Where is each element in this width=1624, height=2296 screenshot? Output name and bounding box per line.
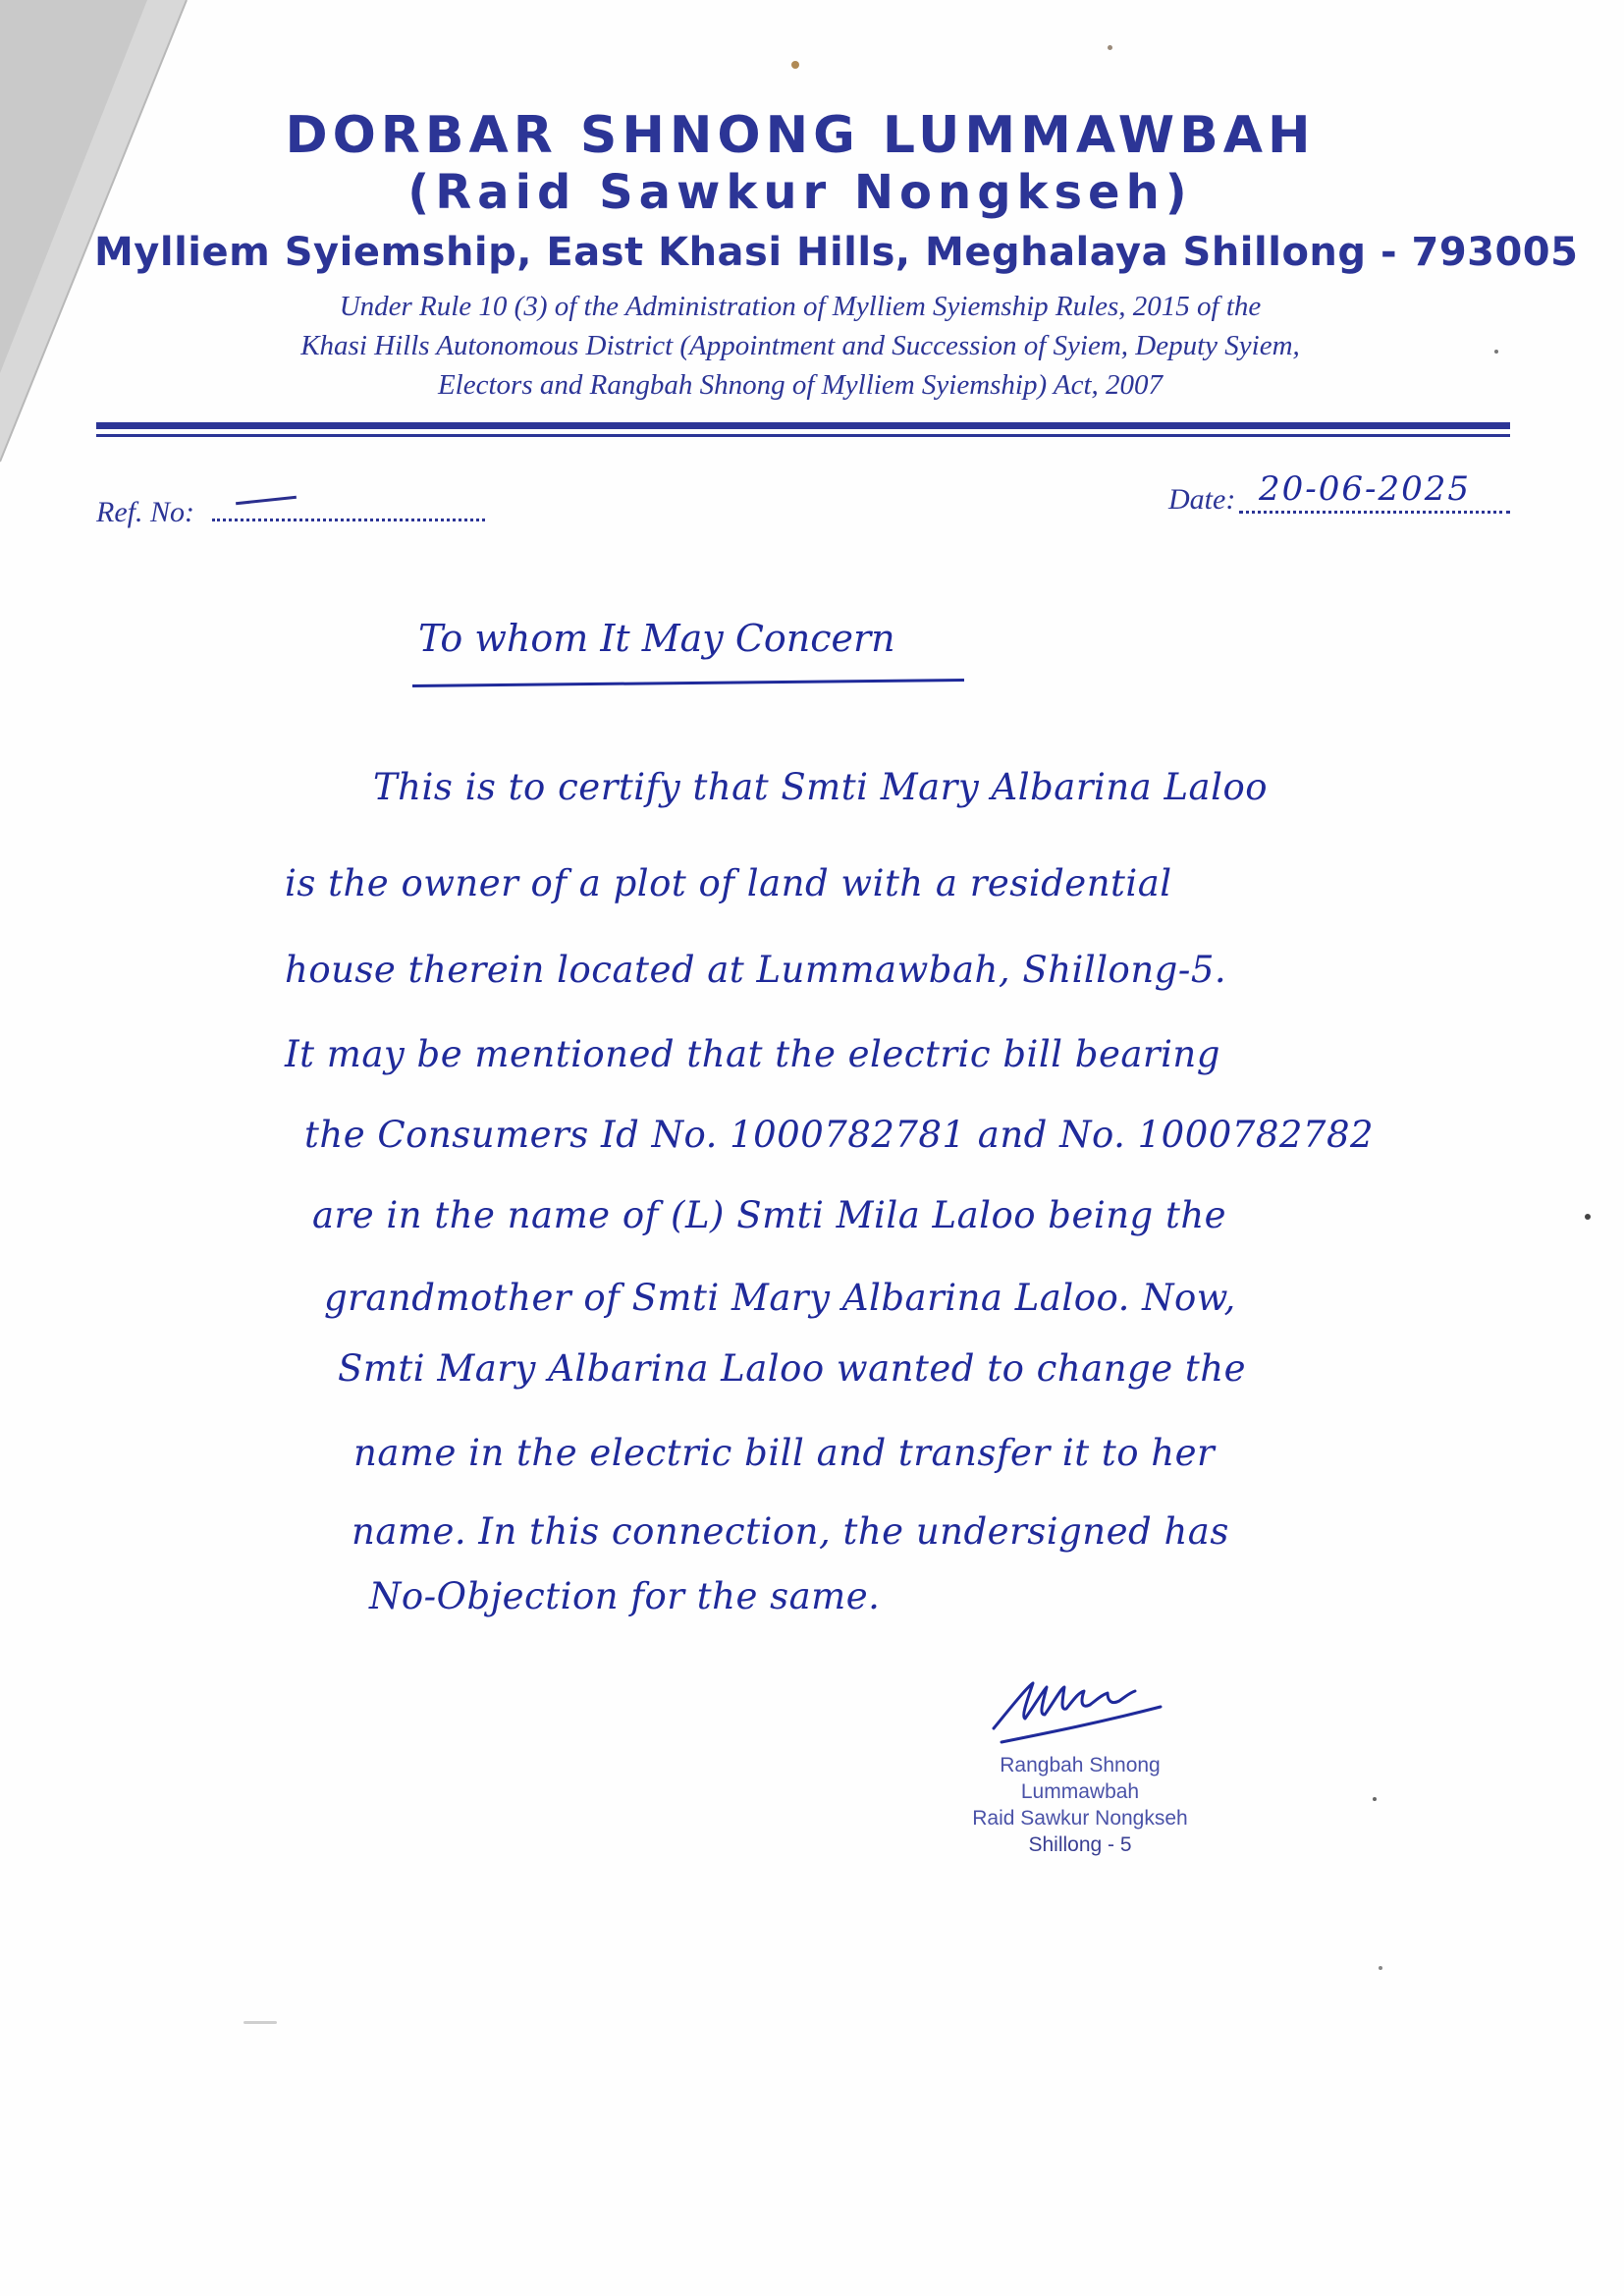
- body-line: This is to certify that Smti Mary Albarina Laloo: [373, 766, 1269, 808]
- ref-dotted-line: [212, 519, 485, 521]
- legal-rule-line-1: Under Rule 10 (3) of the Administration of Mylliem Syiemship Rules, 2015 of the: [339, 291, 1262, 322]
- stamp-line-title: Rangbah Shnong: [1000, 1754, 1161, 1777]
- date-label: Date:: [1168, 483, 1236, 516]
- scan-speck: [1585, 1214, 1591, 1220]
- body-line: is the owner of a plot of land with a residential: [285, 862, 1172, 904]
- scan-speck: [1373, 1797, 1377, 1801]
- body-line: name in the electric bill and transfer it to her: [353, 1432, 1216, 1474]
- scan-speck: [1379, 1966, 1382, 1970]
- stamp-line-city: Shillong - 5: [1028, 1833, 1132, 1856]
- date-dotted-line: [1239, 511, 1510, 514]
- body-line: It may be mentioned that the electric bill bearing: [285, 1033, 1220, 1075]
- body-line: grandmother of Smti Mary Albarina Laloo. Now,: [324, 1277, 1236, 1319]
- scan-speck: [1108, 45, 1112, 50]
- letter-heading: To whom It May Concern: [418, 617, 895, 660]
- rangbah-stamp: [913, 1752, 1247, 1858]
- body-line: the Consumers Id No. 1000782781 and No. 1000782782: [304, 1114, 1375, 1156]
- scan-speck: [1494, 350, 1498, 354]
- body-line: Smti Mary Albarina Laloo wanted to change the: [338, 1347, 1246, 1390]
- legal-rule-line-3: Electors and Rangbah Shnong of Mylliem Syiemship) Act, 2007: [437, 369, 1164, 401]
- organization-title: DORBAR SHNONG LUMMAWBAH: [285, 106, 1316, 165]
- scan-speck: [791, 61, 799, 69]
- body-line: No-Objection for the same.: [369, 1575, 881, 1617]
- organization-subtitle: (Raid Sawkur Nongkseh): [407, 165, 1193, 220]
- body-line: are in the name of (L) Smti Mila Laloo being the: [312, 1194, 1227, 1236]
- ref-label: Ref. No:: [96, 496, 194, 528]
- signature-scribble: [982, 1658, 1168, 1746]
- scan-speck: [244, 2021, 277, 2024]
- stamp-line-raid: Raid Sawkur Nongkseh: [972, 1807, 1188, 1830]
- stamp-line-locality: Lummawbah: [1020, 1780, 1140, 1803]
- body-line: name. In this connection, the undersigned has: [352, 1510, 1229, 1553]
- letterhead-divider-thin: [96, 434, 1510, 437]
- organization-address: Mylliem Syiemship, East Khasi Hills, Meghalaya Shillong - 793005: [94, 230, 1579, 275]
- body-line: house therein located at Lummawbah, Shillong-5.: [285, 949, 1227, 991]
- signature: [982, 1658, 1168, 1746]
- date-value: 20-06-2025: [1259, 469, 1472, 509]
- legal-rule-line-2: Khasi Hills Autonomous District (Appointment and Succession of Syiem, Deputy Syiem,: [300, 330, 1300, 361]
- letterhead-divider: [96, 422, 1510, 429]
